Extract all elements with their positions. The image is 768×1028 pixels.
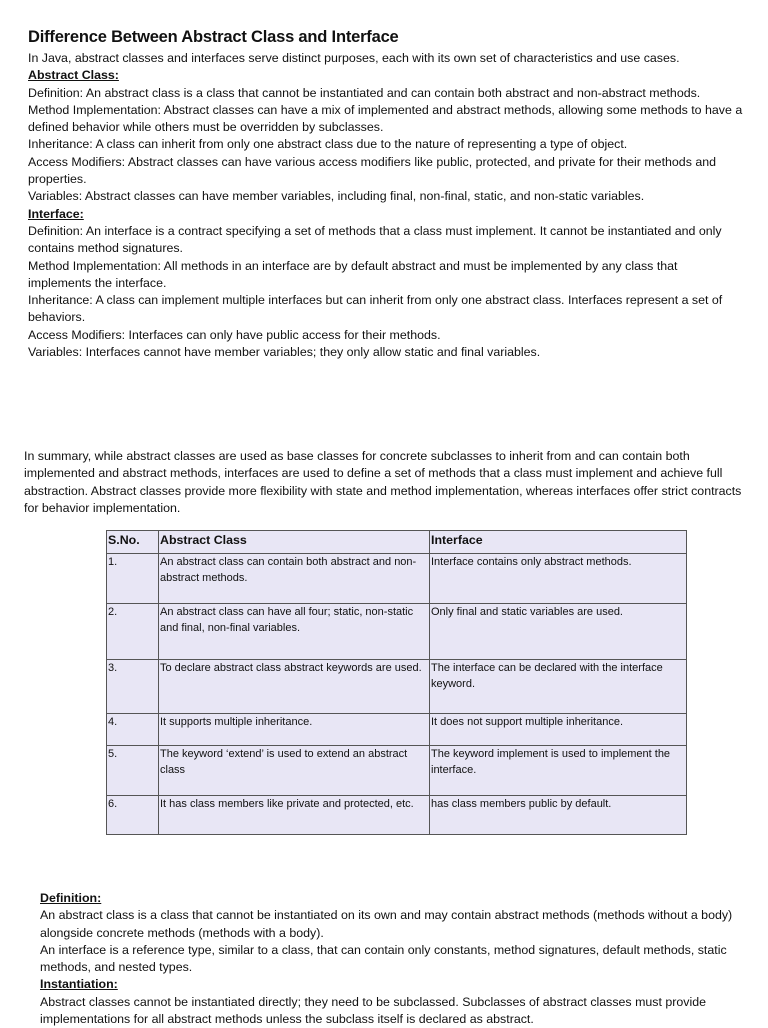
- definition-heading: Definition:: [40, 891, 102, 905]
- interface-definition: Definition: An interface is a contract specifying a set of methods that a class must implement. It cannot be instantiated and only contains method signatures.: [28, 223, 722, 256]
- cell-interface: Interface contains only abstract methods.: [430, 554, 687, 604]
- interface-method-implementation: Method Implementation: All methods in an interface are by default abstract and must be implemented by any class that implements the interface.: [28, 258, 678, 290]
- summary-section: [24, 448, 746, 517]
- definition-abstract: An abstract class is a class that cannot be instantiated on its own and may contain abstract methods (methods without a body) alongside concrete methods (methods with a body).: [40, 908, 733, 940]
- comparison-table: [106, 530, 687, 835]
- cell-sno: 1.: [107, 554, 159, 604]
- cell-sno: 4.: [107, 714, 159, 746]
- definition-interface: An interface is a reference type, similar to a class, that can contain only constants, method signatures, default methods, static methods, and nested types.: [40, 942, 727, 975]
- interface-access-modifiers: Access Modifiers: Interfaces can only have public access for their methods.: [28, 327, 441, 342]
- page-title: Difference Between Abstract Class and Interface: [28, 28, 399, 46]
- cell-sno: 6.: [107, 796, 159, 835]
- interface-heading: Interface:: [28, 206, 84, 221]
- intro-section: [28, 50, 743, 361]
- table-row: [107, 554, 687, 604]
- cell-abstract-class: An abstract class can contain both abstract and non-abstract methods.: [159, 554, 430, 604]
- cell-interface: has class members public by default.: [430, 796, 687, 835]
- cell-abstract-class: The keyword ‘extend’ is used to extend an abstract class: [159, 746, 430, 796]
- details-section: [40, 890, 745, 1028]
- cell-abstract-class: It supports multiple inheritance.: [159, 714, 430, 746]
- cell-abstract-class: It has class members like private and protected, etc.: [159, 796, 430, 835]
- cell-interface: It does not support multiple inheritance.: [430, 714, 687, 746]
- cell-interface: The interface can be declared with the interface keyword.: [430, 660, 687, 714]
- table-header-row: [107, 531, 687, 554]
- interface-inheritance: Inheritance: A class can implement multiple interfaces but can inherit from only one abstract class. Interfaces represent a set of behaviors.: [28, 293, 723, 325]
- cell-sno: 2.: [107, 604, 159, 660]
- summary-paragraph: In summary, while abstract classes are used as base classes for concrete subclasses to inherit from and can contain both implemented and abstract methods, interfaces are used to define a set of methods that a class must implement and achieve full abstraction. Abstract classes provide more flexibility with state and method implementation, whereas interfaces offer strict contracts for behavior implementation.: [24, 449, 742, 515]
- table-row: [107, 746, 687, 796]
- cell-sno: 5.: [107, 746, 159, 796]
- abstract-inheritance: Inheritance: A class can inherit from only one abstract class due to the nature of representing a type of object.: [28, 137, 628, 152]
- cell-abstract-class: To declare abstract class abstract keywords are used.: [159, 660, 430, 714]
- instantiation-heading: Instantiation:: [40, 977, 118, 992]
- table-row: [107, 796, 687, 835]
- cell-sno: 3.: [107, 660, 159, 714]
- abstract-class-heading: Abstract Class:: [28, 68, 119, 83]
- instantiation-text: Abstract classes cannot be instantiated directly; they need to be subclassed. Subclasses of abstract classes must provide implementations for all abstract methods unless the subclass itself is declared as abstract.: [40, 994, 707, 1027]
- header-sno: S.No.: [107, 531, 159, 554]
- cell-interface: Only final and static variables are used.: [430, 604, 687, 660]
- cell-abstract-class: An abstract class can have all four; static, non-static and final, non-final variables.: [159, 604, 430, 660]
- header-interface: Interface: [430, 531, 687, 554]
- abstract-variables: Variables: Abstract classes can have member variables, including final, non-final, static, and non-static variables.: [28, 189, 645, 204]
- intro-paragraph: In Java, abstract classes and interfaces serve distinct purposes, each with its own set of characteristics and use cases.: [28, 51, 680, 65]
- interface-variables: Variables: Interfaces cannot have member variables; they only allow static and final variables.: [28, 345, 541, 360]
- table-row: [107, 660, 687, 714]
- table-row: [107, 714, 687, 746]
- header-abstract-class: Abstract Class: [159, 531, 430, 554]
- cell-interface: The keyword implement is used to implement the interface.: [430, 746, 687, 796]
- abstract-access-modifiers: Access Modifiers: Abstract classes can have various access modifiers like public, protected, and private for their methods and properties.: [28, 154, 717, 187]
- abstract-definition: Definition: An abstract class is a class that cannot be instantiated and can contain both abstract and non-abstract methods.: [28, 85, 701, 100]
- table-row: [107, 604, 687, 660]
- abstract-method-implementation: Method Implementation: Abstract classes can have a mix of implemented and abstract methods, allowing some methods to have a defined behavior while others must be overridden by subclasses.: [28, 102, 743, 135]
